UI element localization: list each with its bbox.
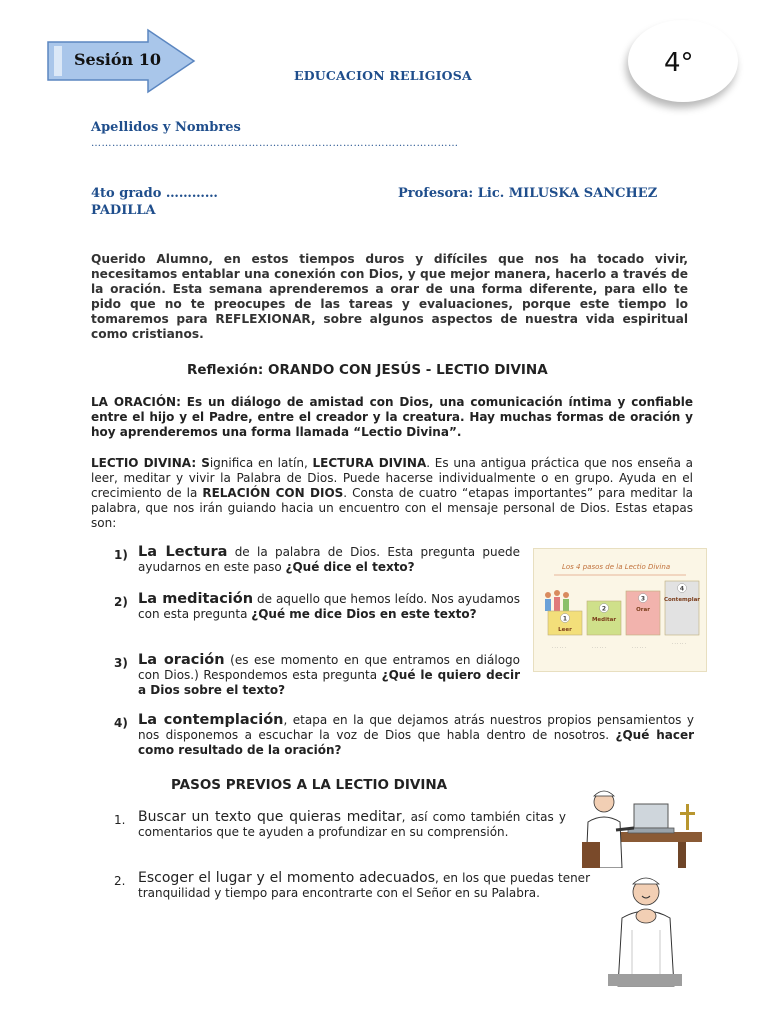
step-item — [138, 592, 520, 622]
prayer-text: Es un diálogo de amistad con Dios, una comunicación íntima y confiable entre el hijo y el Padre, entre el creador y la creatura. Hay muchas formas de oración y hoy aprenderemos una forma llamada “Lectio Divina”. — [91, 395, 693, 439]
previous-step-number: 2. — [114, 874, 126, 888]
document-title: EDUCACION RELIGIOSA — [294, 68, 472, 83]
lectio-text-3: . Consta de cuatro “etapas importantes” para meditar la palabra, que nos irán guiando hacia un encuentro con el mensaje personal de Dios. Estas etapas son: — [91, 486, 693, 530]
lectio-bold-1: LECTURA DIVINA — [312, 456, 427, 470]
previous-step-item — [138, 871, 590, 901]
step-question: ¿Qué hacer como resultado de la oración? — [138, 728, 695, 757]
lectio-text-2: . Es una antigua práctica que nos enseña a leer, meditar y vivir la Palabra de Dios. Puede hacerse individualmente o en grupo. Ayuda en el crecimiento de la — [91, 456, 693, 500]
pope-praying-illustration — [598, 870, 692, 988]
step-text: de la palabra de Dios. Esta pregunta puede ayudarnos en este paso — [138, 545, 520, 574]
infographic-title: Los 4 pasos de la Lectio Divina — [562, 563, 671, 571]
previous-step-number: 1. — [114, 813, 126, 827]
previous-step-item — [138, 810, 566, 840]
lectio-bold-2: RELACIÓN CON DIOS — [202, 486, 344, 500]
step-title: La contemplación — [138, 712, 284, 728]
svg-text:· · · · · ·: · · · · · · — [672, 641, 686, 646]
grade-line: 4to grado ………… — [91, 186, 218, 201]
infographic-step-number: 1 — [562, 615, 568, 623]
svg-text:· · · · · ·: · · · · · · — [552, 645, 566, 650]
step-title: La meditación — [138, 591, 254, 607]
infographic-step-number: 4 — [679, 585, 685, 593]
step-title: La oración — [138, 652, 225, 668]
previous-steps-title: PASOS PREVIOS A LA LECTIO DIVINA — [171, 777, 448, 793]
step-number: 2) — [114, 595, 128, 609]
pope-at-laptop-illustration — [578, 782, 704, 868]
step-number: 4) — [114, 716, 128, 730]
svg-text:· · · · · ·: · · · · · · — [632, 645, 646, 650]
teacher-surname: PADILLA — [91, 203, 156, 218]
step-question: ¿Qué me dice Dios en este texto? — [251, 607, 477, 621]
infographic-step-label: Meditar — [591, 617, 617, 623]
session-label: Sesión 10 — [74, 50, 161, 69]
infographic-step-number: 3 — [640, 595, 646, 603]
intro-paragraph: Querido Alumno, en estos tiempos duros y difíciles que nos ha tocado vivir, necesitamos entablar una conexión con Dios, y que mejor manera, hacerlo a través de la oración. Esta semana aprenderemos a orar de una forma diferente, para ello te pido que no te preocupes de las tareas y evaluaciones, porque este tiempo lo tomaremos para REFLEXIONAR, sobre algunos aspectos de nuestra vida espiritual como cristianos. — [91, 252, 688, 341]
step-text: de aquello que hemos leído. Nos ayudamos con esta pregunta — [138, 592, 520, 621]
prayer-label: LA ORACIÓN: — [91, 395, 181, 409]
lectio-paragraph — [91, 456, 693, 531]
previous-step-text: , en los que puedas tener tranquilidad y tiempo para encontrarte con el Señor en su Palabra. — [138, 871, 590, 900]
step-question: ¿Qué le quiero decir a Dios sobre el texto? — [138, 668, 520, 697]
step-item — [138, 653, 520, 698]
lectio-text-1: ignifica en latín, — [209, 456, 313, 470]
step-item — [138, 713, 694, 758]
step-item — [138, 545, 520, 575]
step-number: 3) — [114, 656, 128, 670]
infographic-steps-illustration — [534, 549, 706, 671]
infographic-step-label: Leer — [558, 627, 572, 633]
lectio-label: LECTIO DIVINA: S — [91, 456, 210, 470]
step-text: , etapa en la que dejamos atrás nuestros propios pensamientos y nos disponemos a escuchar la voz de Dios que habla dentro de nosotros. — [138, 713, 694, 742]
infographic-step-number: 2 — [601, 605, 607, 613]
name-line: …………………………………………………………………………………………… — [91, 138, 459, 149]
previous-step-lead: Escoger el lugar y el momento adecuados — [138, 870, 436, 886]
previous-step-text: , así como también citas y comentarios que te ayuden a profundizar en su comprensión. — [138, 810, 566, 839]
step-number: 1) — [114, 548, 128, 562]
previous-step-lead: Buscar un texto que quieras meditar — [138, 809, 402, 825]
name-label: Apellidos y Nombres — [91, 120, 241, 135]
step-question: ¿Qué dice el texto? — [285, 560, 415, 574]
teacher-line: Profesora: Lic. MILUSKA SANCHEZ — [398, 186, 658, 201]
infographic-step-label: Orar — [636, 607, 650, 613]
reflection-title: Reflexión: ORANDO CON JESÚS - LECTIO DIVINA — [187, 362, 548, 378]
step-title: La Lectura — [138, 544, 228, 560]
infographic-step-label: Contemplar — [663, 597, 701, 603]
step-text: (es ese momento en que entramos en diálogo con Dios.) Respondemos esta pregunta — [138, 653, 520, 682]
lectio-divina-infographic — [533, 548, 707, 672]
svg-text:· · · · · ·: · · · · · · — [592, 645, 606, 650]
prayer-paragraph — [91, 395, 693, 440]
grade-badge-text: 4° — [664, 48, 694, 78]
